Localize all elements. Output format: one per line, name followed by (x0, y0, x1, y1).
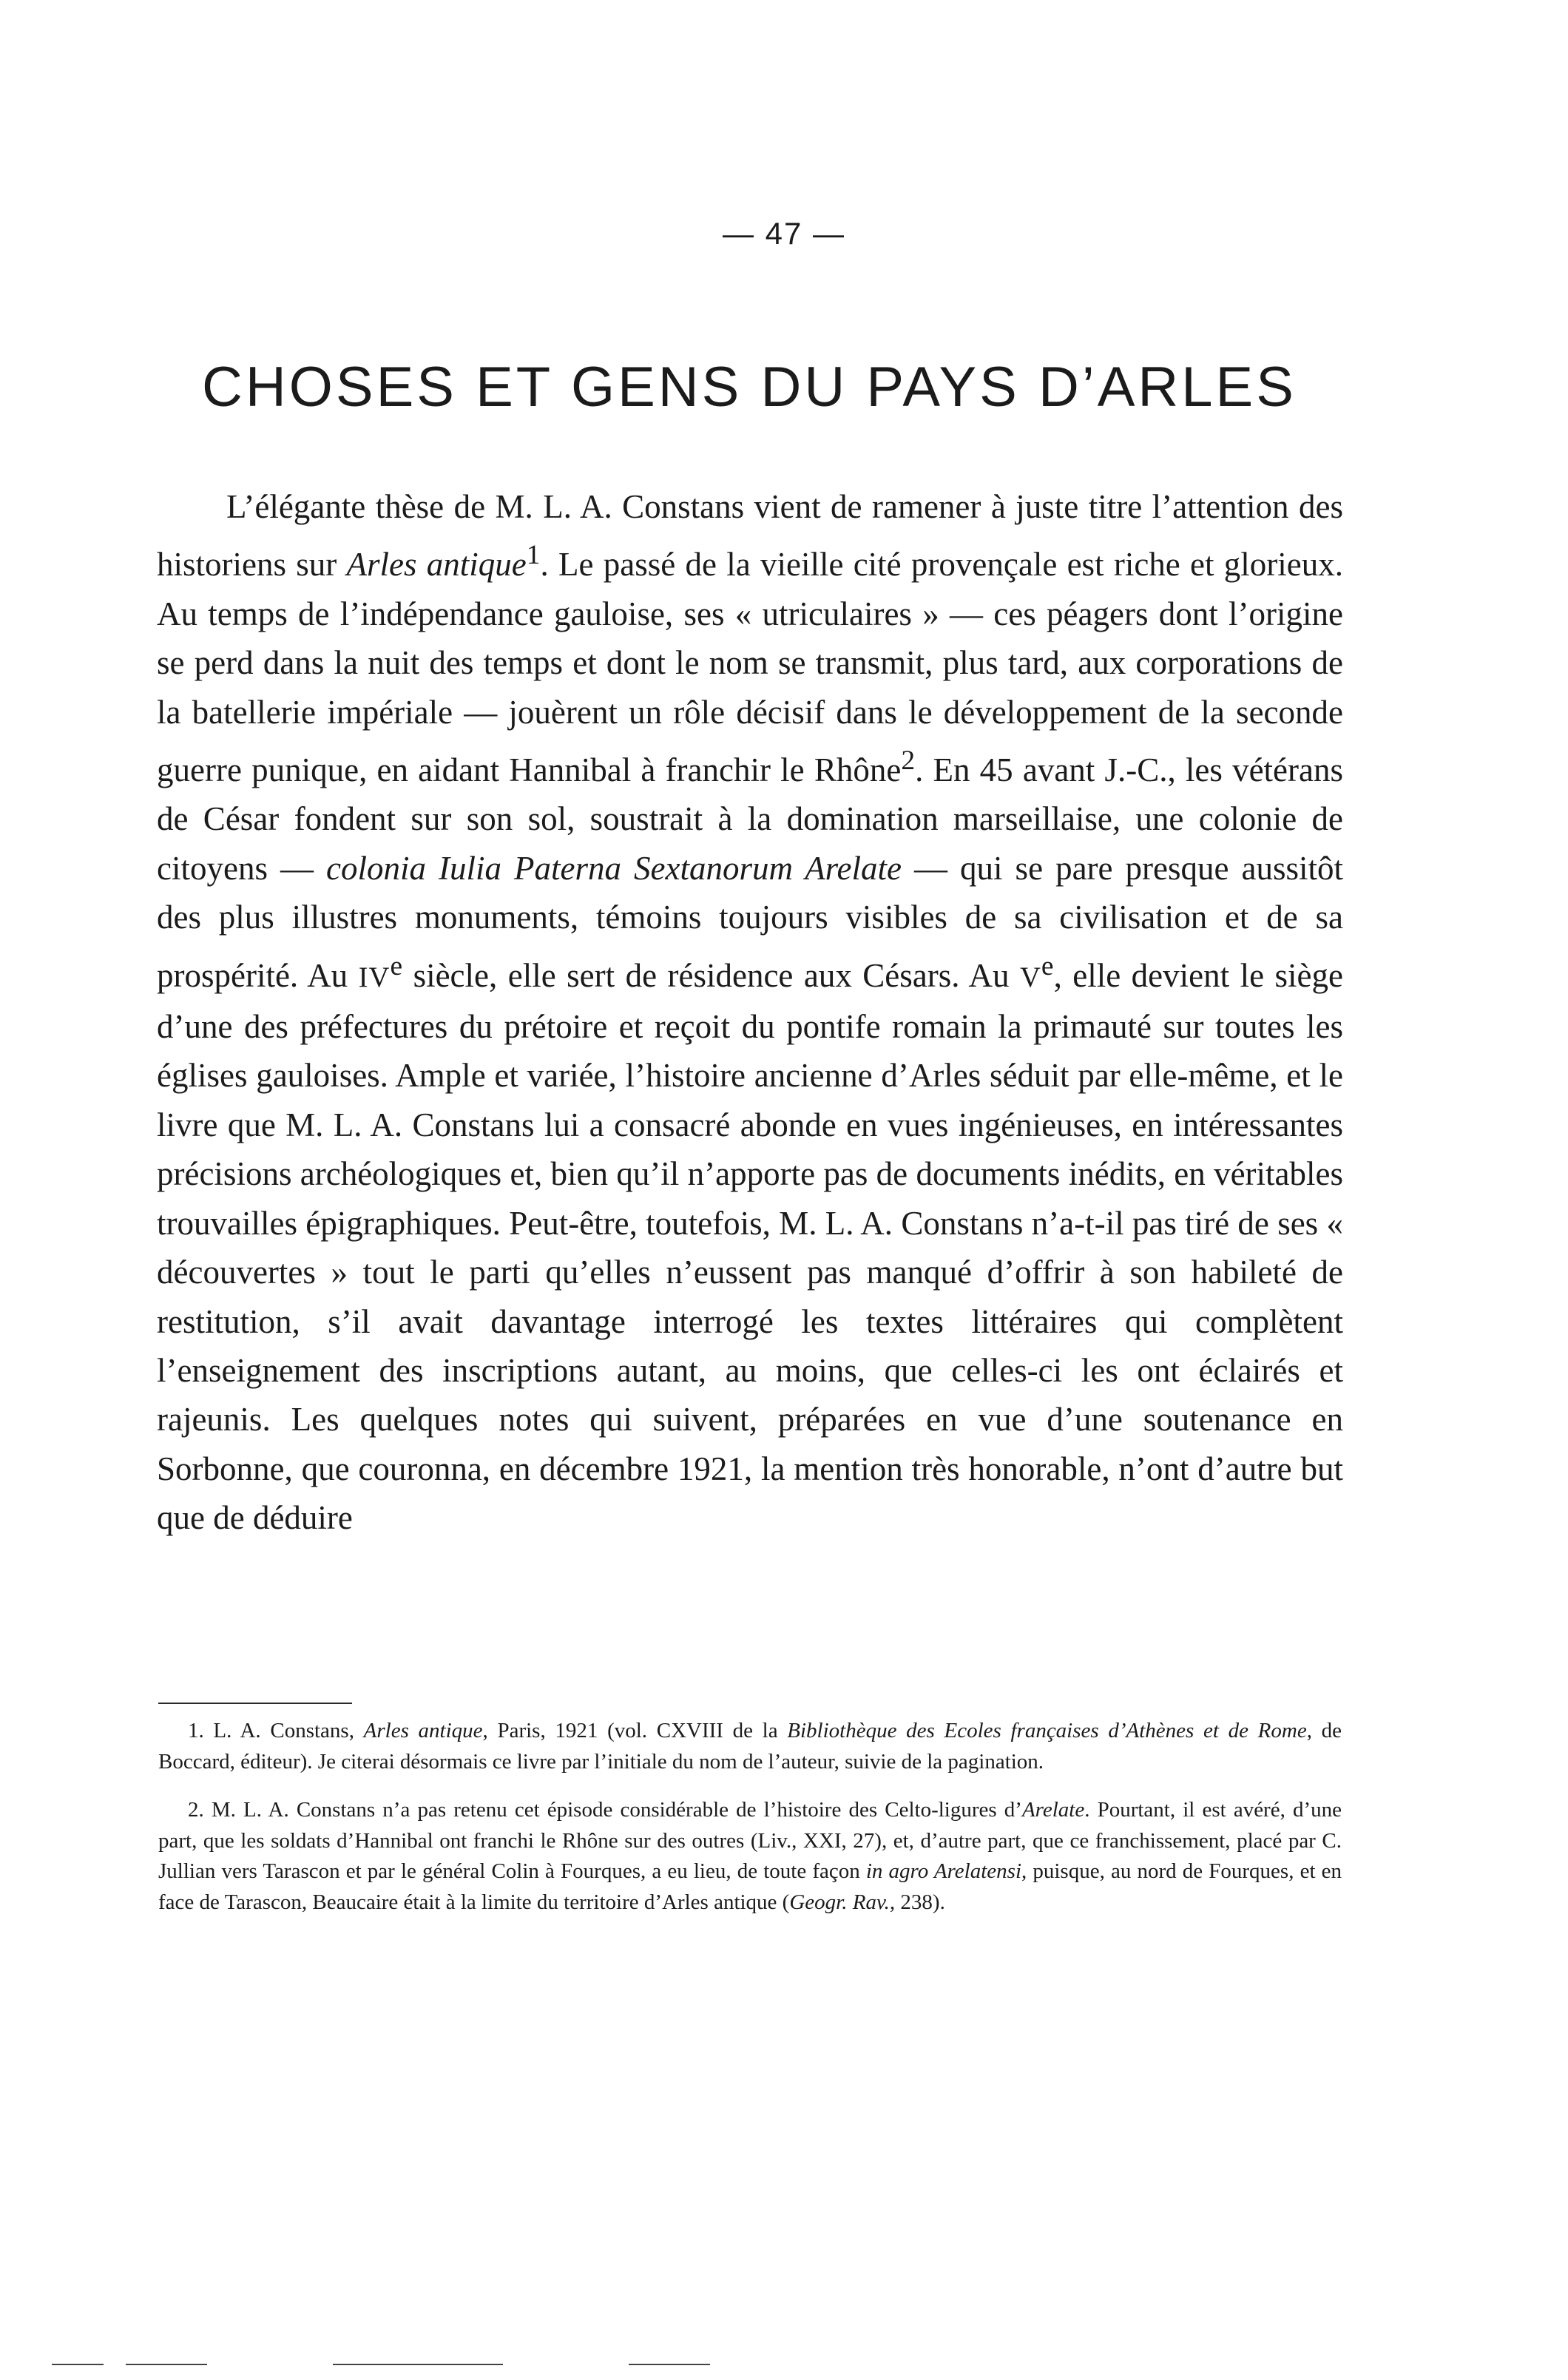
scan-mark (126, 2364, 207, 2365)
latin-phrase: in agro Arelatensi (865, 1859, 1021, 1883)
footnote-ref-1: 1 (526, 540, 541, 571)
page-number: — 47 — (722, 216, 846, 251)
text-run: , puisque, au nord de Fourques, et en face de Tarascon, Beaucaire était à la limite du territoire d’Arles antique ( (158, 1859, 1342, 1914)
footnote-ref-2: 2 (901, 746, 916, 777)
body-paragraph (157, 482, 1343, 1543)
place-name: Arelate (1021, 1798, 1085, 1822)
footnote-1 (158, 1716, 1342, 1777)
footnote-number: 1. (188, 1719, 204, 1742)
book-title: Arles antique (363, 1719, 483, 1742)
scan-mark (52, 2364, 104, 2365)
footnote-2 (158, 1795, 1342, 1918)
footnote-number: 2. (188, 1798, 204, 1822)
text-run: , elle devient le siège d’une des préfectures du prétoire et reçoit du pontife romain la primauté sur toutes les églises gauloises. Ample et variée, l’histoire ancienne d’Arles séduit par elle-même, et le livre que M. L. A. Constans lui a consacré abonde en vues ingénieuses, en intéressantes précisions archéologiques et, bien qu’il n’apporte pas de documents inédits, en véritables trouvailles épigraphiques. Peut-être, toutefois, M. L. A. Constans n’a-t-il pas tiré de ses « découvertes » tout le parti qu’elles n’eussent pas manqué d’offrir à son habileté de restitution, s’il avait davantage interrogé les textes littéraires qui complètent l’enseignement des inscriptions autant, au moins, que celles-ci les ont éclairés et rajeunis. Les quelques notes qui suivent, préparées en vue d’une soutenance en Sorbonne, que couronna, en décembre 1921, la mention très honorable, n’ont d’autre but que de déduire (157, 956, 1343, 1537)
text-run: . En 45 avant J.-C., les vétérans de César fondent sur son sol, soustrait à la domination marseillaise, une colonie de citoyens — (157, 751, 1344, 887)
century-numeral: IV (358, 961, 391, 993)
series-title: Bibliothèque des Ecoles françaises d’Athènes et de Rome (787, 1719, 1307, 1742)
text-run: , 238). (889, 1890, 945, 1914)
superscript: e (390, 950, 403, 981)
scan-edge-marks (52, 2364, 1087, 2367)
scan-mark (333, 2364, 503, 2365)
source-title: Geogr. Rav. (789, 1890, 890, 1914)
text-run: L’élégante thèse de M. L. A. Constans vient de ramener à juste titre l’attention des historiens sur (157, 488, 1343, 584)
scan-mark (629, 2364, 710, 2365)
text-run: , Paris, 1921 (vol. CXVIII de la (482, 1719, 788, 1742)
text-run: L. A. Constans, (203, 1719, 364, 1742)
book-title: Arles antique (346, 546, 527, 584)
colony-name: colonia Iulia Paterna Sextanorum Arelate (326, 849, 902, 887)
text-run: , de Boccard, éditeur). Je citerai désormais ce livre par l’initiale du nom de l’auteur, suivie de la pagination. (158, 1719, 1342, 1774)
text-run: . Pourtant, il est avéré, d’une part, que les soldats d’Hannibal ont franchi le Rhône sur des outres (Liv., XXI, 27), et, d’autre part, que ce franchissement, placé par C. Jullian vers Tarascon et par le général Colin à Fourques, a eu lieu, de toute façon (158, 1798, 1342, 1883)
text-run: siècle, elle sert de résidence aux Césars. Au (402, 956, 1020, 994)
text-run: M. L. A. Constans n’a pas retenu cet épisode considérable de l’histoire des Celto-ligures d’ (203, 1798, 1022, 1822)
main-text (157, 482, 1343, 1543)
footnote-separator (158, 1703, 352, 1704)
superscript: e (1041, 950, 1054, 981)
text-run: — qui se pare presque aussitôt des plus illustres monuments, témoins toujours visibles de sa civilisation et de sa prospérité. Au (157, 849, 1343, 994)
century-numeral: V (1019, 961, 1041, 993)
footnotes (158, 1716, 1342, 1918)
page-title: CHOSES ET GENS DU PAYS D’ARLES (202, 356, 1297, 419)
text-run: . Le passé de la vieille cité provençale est riche et glorieux. Au temps de l’indépendance gauloise, ses « utriculaires » — ces péagers dont l’origine se perd dans la nuit des temps et dont le nom se transmit, plus tard, aux corporations de la batellerie impériale — jouèrent un rôle décisif dans le développement de la seconde guerre punique, en aidant Hannibal à franchir le Rhône (157, 546, 1343, 789)
